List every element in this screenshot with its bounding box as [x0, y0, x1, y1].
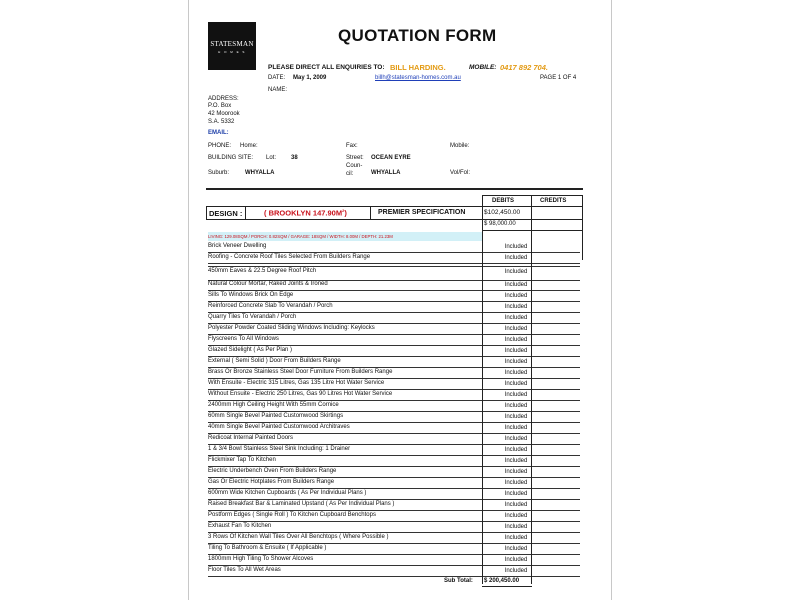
item-status: Included — [504, 425, 528, 431]
building-site-label: BUILDING SITE: — [208, 155, 254, 161]
item-description: 3 Rows Of Kitchen Wall Tiles Over All Benchtops ( Where Possible ) — [208, 534, 389, 540]
design-border — [245, 206, 246, 220]
table-row — [208, 533, 580, 544]
item-description: Flickmixer Tap To Kitchen — [208, 457, 276, 463]
item-status: Included — [504, 293, 528, 299]
item-status: Included — [504, 403, 528, 409]
credits-header: CREDITS — [540, 198, 567, 204]
item-status: Included — [504, 469, 528, 475]
item-status: Included — [504, 359, 528, 365]
table-row — [208, 253, 580, 264]
council-value: WHYALLA — [371, 170, 401, 176]
item-description: 2400mm High Ceiling Height With 55mm Cornice — [208, 402, 339, 408]
table-row — [208, 302, 580, 313]
table-row — [208, 368, 580, 379]
item-description: 1800mm High Tiling To Shower Alcoves — [208, 556, 314, 562]
design-border — [370, 206, 371, 220]
item-status: Included — [504, 557, 528, 563]
table-row — [208, 434, 580, 445]
table-row — [208, 401, 580, 412]
design-label: DESIGN : — [209, 209, 243, 218]
table-row — [208, 456, 580, 467]
page-number: PAGE 1 OF 4 — [540, 75, 577, 81]
street-value: OCEAN EYRE — [371, 155, 411, 161]
table-row — [208, 242, 580, 253]
item-status: Included — [504, 348, 528, 354]
phone-label: PHONE: — [208, 143, 232, 149]
items-column-divider — [531, 242, 532, 584]
email-label: EMAIL: — [208, 130, 229, 136]
table-row — [208, 467, 580, 478]
dimensions-row: LIVING: 129.08SQM / PORCH: 0.82SQM / GARAGE: 18SQM / WIDTH: 8.00M / DEPTH: 21.23M — [208, 232, 482, 241]
row-border — [482, 230, 583, 231]
item-status: Included — [504, 447, 528, 453]
subtotal-label: Sub Total: — [444, 578, 473, 584]
item-status: Included — [504, 255, 528, 261]
table-row — [208, 478, 580, 489]
item-status: Included — [504, 244, 528, 250]
item-status: Included — [504, 513, 528, 519]
item-status: Included — [504, 546, 528, 552]
table-row — [208, 379, 580, 390]
item-description: Brass Or Bronze Stainless Steel Door Furniture From Builders Range — [208, 369, 393, 375]
item-description: Redicoat Internal Painted Doors — [208, 435, 294, 441]
statesman-logo — [208, 22, 256, 70]
item-description: Electric Underbench Oven From Builders Range — [208, 468, 337, 474]
mobile-label: MOBILE: — [469, 64, 497, 71]
table-row — [208, 335, 580, 346]
table-row — [208, 489, 580, 500]
item-status: Included — [504, 414, 528, 420]
item-description: 450mm Eaves & 22.5 Degree Roof Pitch — [208, 268, 317, 274]
item-description: Gas Or Electric Hotplates From Builders Range — [208, 479, 335, 485]
item-status: Included — [504, 524, 528, 530]
item-description: Tiling To Bathroom & Ensuite ( If Applicable ) — [208, 545, 327, 551]
council-label: cil: — [346, 171, 354, 177]
logo-subtext: H O M E S — [218, 50, 246, 54]
item-status: Included — [504, 491, 528, 497]
items-column-divider — [482, 242, 483, 584]
table-row — [208, 412, 580, 423]
suburb-value: WHYALLA — [245, 170, 275, 176]
section-divider — [206, 188, 583, 190]
item-status: Included — [504, 568, 528, 574]
header-border — [482, 195, 583, 196]
table-row — [208, 291, 580, 302]
design-border — [206, 206, 207, 220]
date-label: DATE: — [268, 75, 286, 81]
item-description: Roofing - Concrete Roof Tiles Selected From Builders Range — [208, 254, 371, 260]
item-description: Raised Breakfast Bar & Laminated Upstand ( As Per Individual Plans ) — [208, 501, 395, 507]
subtotal-underline — [482, 586, 532, 587]
item-description: Floor Tiles To All Wet Areas — [208, 567, 281, 573]
item-status: Included — [504, 392, 528, 398]
council-label: Coun- — [346, 163, 363, 169]
item-description: Reinforced Concrete Slab To Verandah / Porch — [208, 303, 333, 309]
street-label: Street: — [346, 155, 364, 161]
item-status: Included — [504, 370, 528, 376]
address-line: S.A. 5332 — [208, 119, 235, 125]
table-row — [208, 346, 580, 357]
item-description: 60mm Single Bevel Painted Customwood Skirtings — [208, 413, 344, 419]
table-row — [208, 313, 580, 324]
item-status: Included — [504, 304, 528, 310]
item-description: Sills To Windows Brick On Edge — [208, 292, 294, 298]
price-total: $102,450.00 — [484, 209, 521, 216]
table-row — [208, 423, 580, 434]
date-value: May 1, 2009 — [293, 75, 327, 81]
address-label: ADDRESS: — [208, 96, 239, 102]
item-description: With Ensuite - Electric 315 Litres, Gas 135 Litre Hot Water Service — [208, 380, 385, 386]
logo-text: STATESMAN — [210, 40, 254, 48]
item-status: Included — [504, 381, 528, 387]
address-line: 42 Moorook — [208, 111, 240, 117]
table-row — [208, 357, 580, 368]
item-description: External ( Semi Solid ) Door From Builders Range — [208, 358, 341, 364]
item-status: Included — [504, 436, 528, 442]
table-row — [208, 280, 580, 291]
mobile-number: 0417 892 704. — [500, 63, 548, 72]
table-row — [208, 555, 580, 566]
item-status: Included — [504, 315, 528, 321]
email-link[interactable]: billh@statesman-homes.com.au — [375, 75, 461, 81]
row-underline — [208, 576, 580, 577]
table-row — [208, 566, 580, 577]
item-description: Quarry Tiles To Verandah / Porch — [208, 314, 297, 320]
row-underline — [208, 263, 580, 264]
item-status: Included — [504, 337, 528, 343]
item-status: Included — [504, 282, 528, 288]
design-top-border — [206, 206, 583, 207]
item-description: Postform Edges ( Single Roll ) To Kitchen Cupboard Benchtops — [208, 512, 376, 518]
item-description: Natural Colour Mortar, Raked Joints & Ironed — [208, 281, 328, 287]
subtotal-value: $ 200,450.00 — [484, 578, 520, 584]
lot-value: 38 — [291, 155, 298, 161]
table-row — [208, 445, 580, 456]
design-name: ( BROOKLYN $147.90M^2$) — [264, 208, 347, 218]
item-description: Glazed Sidelight ( As Per Plan ) — [208, 347, 293, 353]
spec-label: PREMIER SPECIFICATION — [378, 209, 466, 216]
table-row — [208, 390, 580, 401]
item-description: 40mm Single Bevel Painted Customwood Architraves — [208, 424, 350, 430]
table-row — [208, 522, 580, 533]
fax-label: Fax: — [346, 143, 358, 149]
address-line: P.O. Box — [208, 103, 232, 109]
name-label: NAME: — [268, 87, 288, 93]
price-base: $ 98,000.00 — [484, 221, 516, 227]
debits-header: DEBITS — [492, 198, 515, 204]
mobile-field-label: Mobile: — [450, 143, 470, 149]
item-status: Included — [504, 458, 528, 464]
item-description: Brick Veneer Dwelling — [208, 243, 267, 249]
item-description: Flyscreens To All Windows — [208, 336, 279, 342]
contact-name: BILL HARDING. — [390, 63, 446, 72]
table-row — [208, 544, 580, 555]
item-description: Exhaust Fan To Kitchen — [208, 523, 272, 529]
table-row — [208, 266, 580, 281]
table-row — [208, 511, 580, 522]
home-label: Home: — [240, 143, 258, 149]
item-description: 1 & 3/4 Bowl Stainless Steel Sink Including: 1 Drainer — [208, 446, 351, 452]
volfol-label: Vol/Fol: — [450, 170, 471, 176]
item-description: Without Ensuite - Electric 250 Litres, Gas 90 Litres Hot Water Service — [208, 391, 393, 397]
item-status: Included — [504, 480, 528, 486]
item-description: Polyester Powder Coated Sliding Windows Including: Keylocks — [208, 325, 375, 331]
item-status: Included — [504, 269, 528, 275]
item-status: Included — [504, 502, 528, 508]
page-title: QUOTATION FORM — [338, 26, 497, 45]
table-row — [208, 500, 580, 511]
item-description: 600mm Wide Kitchen Cupboards ( As Per Individual Plans ) — [208, 490, 367, 496]
item-status: Included — [504, 535, 528, 541]
column-divider — [582, 195, 583, 260]
design-bottom-border — [206, 219, 583, 220]
suburb-label: Suburb: — [208, 170, 230, 176]
lot-label: Lot: — [266, 155, 277, 161]
item-status: Included — [504, 326, 528, 332]
enquiry-label: PLEASE DIRECT ALL ENQUIRIES TO: — [268, 64, 385, 71]
table-row — [208, 324, 580, 335]
